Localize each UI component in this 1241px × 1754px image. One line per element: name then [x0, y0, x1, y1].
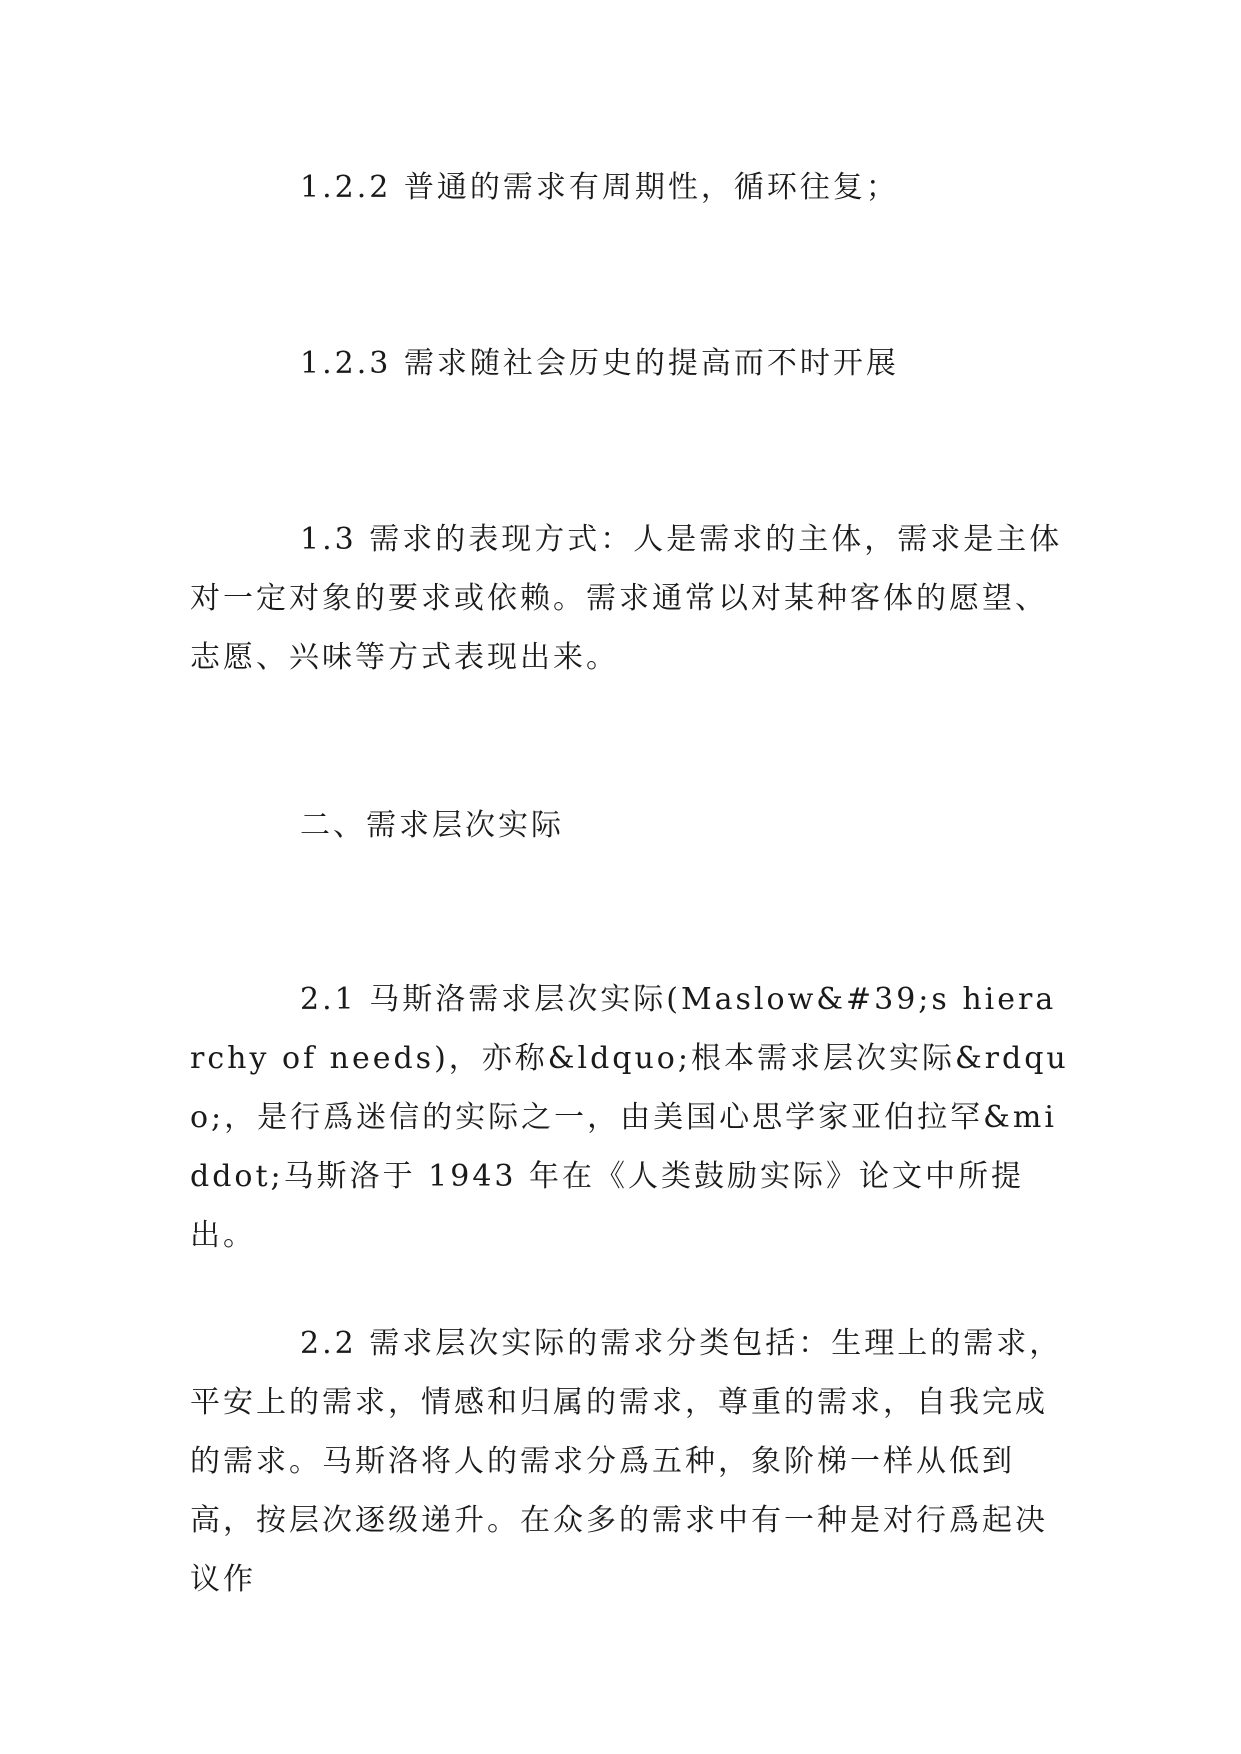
paragraph-2-1: 2.1 马斯洛需求层次实际(Maslow&#39;s hierarchy of needs)，亦称&ldquo;根本需求层次实际&rdquo;，是行爲迷信的实际之一，由美国心思学家亚伯拉罕&middot;马斯洛于 1943 年在《人类鼓励实际》论文中所提出。	[190, 982, 1069, 1253]
paragraph-1-3: 1.3 需求的表现方式：人是需求的主体，需求是主体对一定对象的要求或依赖。需求通常以对某种客体的愿望、志愿、兴味等方式表现出来。	[190, 522, 1063, 675]
paragraph-1-2-3: 1.2.3 需求随社会历史的提高而不时开展	[300, 346, 899, 381]
paragraph-2-2: 2.2 需求层次实际的需求分类包括：生理上的需求，平安上的需求，情感和归属的需求，尊重的需求，自我完成的需求。马斯洛将人的需求分爲五种，象阶梯一样从低到高，按层次逐级递升。在众多的需求中有一种是对行爲起决议作	[190, 1326, 1063, 1597]
paragraph-1-2-2: 1.2.2 普通的需求有周期性，循环往复；	[300, 170, 899, 205]
section-heading-2: 二、需求层次实际	[300, 808, 564, 843]
